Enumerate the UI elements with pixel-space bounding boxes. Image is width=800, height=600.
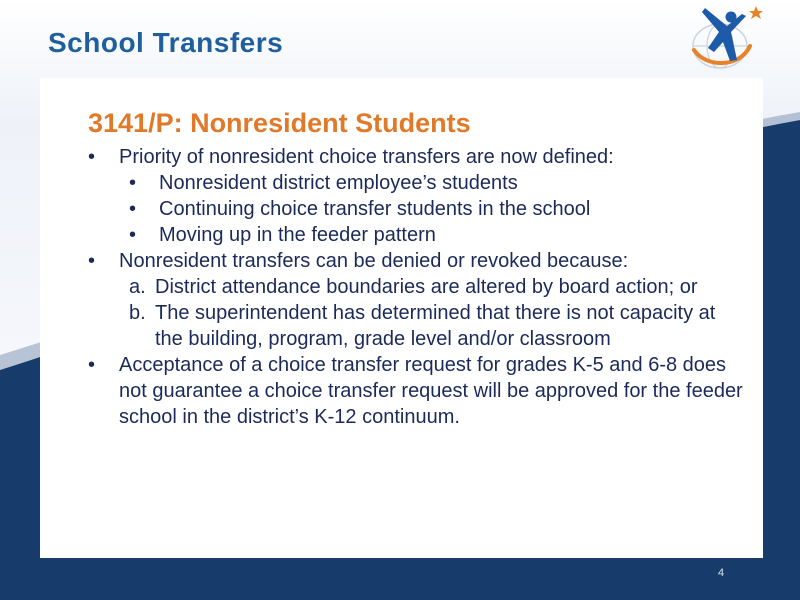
list-item-text: Nonresident district employee’s students	[159, 172, 518, 194]
bullet-marker: •	[129, 224, 137, 246]
list-item	[88, 248, 743, 274]
list-item	[88, 196, 743, 222]
bullet-marker: •	[88, 354, 96, 376]
bullet-list	[88, 144, 743, 430]
list-item-text: The superintendent has determined that there is not capacity at the building, program, grade level and/or classroom	[155, 302, 716, 350]
slide-subtitle: 3141/P: Nonresident Students	[88, 108, 471, 138]
bullet-marker: •	[129, 198, 137, 220]
content-area	[88, 108, 743, 430]
bullet-marker: •	[88, 146, 96, 168]
list-item-text: Moving up in the feeder pattern	[159, 224, 436, 246]
bullet-marker: •	[129, 172, 137, 194]
list-item	[88, 144, 743, 170]
list-item-text: Nonresident transfers can be denied or revoked because:	[119, 250, 629, 272]
list-item	[88, 352, 743, 430]
list-item	[88, 300, 743, 352]
bullet-marker: a.	[129, 276, 146, 298]
content-panel	[40, 78, 763, 558]
bullet-marker: b.	[129, 302, 146, 324]
list-item	[88, 222, 743, 248]
list-item	[88, 170, 743, 196]
figure-with-star-logo	[684, 2, 766, 74]
list-item-text: Continuing choice transfer students in the school	[159, 198, 591, 220]
list-item-text: Acceptance of a choice transfer request for grades K-5 and 6-8 does not guarantee a choice transfer request will be approved for the feeder school in the district’s K-12 continuum.	[119, 354, 743, 428]
list-item	[88, 274, 743, 300]
list-item-text: District attendance boundaries are altered by board action; or	[155, 276, 698, 298]
list-item-text: Priority of nonresident choice transfers are now defined:	[119, 146, 614, 168]
page-title: School Transfers	[48, 27, 284, 58]
bullet-marker: •	[88, 250, 96, 272]
page-number: 4	[718, 567, 725, 579]
